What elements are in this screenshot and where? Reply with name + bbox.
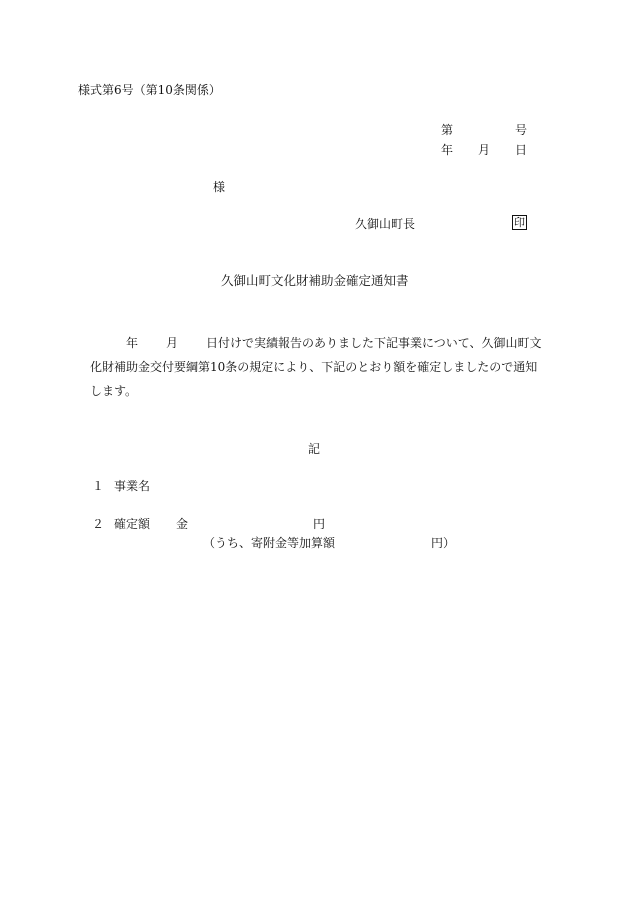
date-year-label: 年 <box>441 143 454 157</box>
item-1-label: 事業名 <box>114 479 151 493</box>
seal-mark: 印 <box>514 216 525 229</box>
donation-subtotal-label: （うち、寄附金等加算額 <box>203 536 336 550</box>
body-month: 月 <box>166 336 179 350</box>
item-2-label: 確定額 <box>114 517 151 531</box>
body-text <box>90 331 560 403</box>
amount-unit: 円 <box>313 517 326 531</box>
amount-prefix: 金 <box>176 517 189 531</box>
body-year: 年 <box>126 336 139 350</box>
ki-heading: 記 <box>308 442 321 456</box>
document-number-prefix: 第 <box>441 123 454 137</box>
body-line-1-rest: 日付けで実績報告のありました下記事業について、久御山町文 <box>206 336 542 350</box>
sender-name: 久御山町長 <box>355 217 416 231</box>
body-line-1 <box>90 331 560 355</box>
document-number-suffix: 号 <box>515 123 528 137</box>
addressee-suffix: 様 <box>213 180 226 194</box>
item-2-number: ２ <box>92 517 105 531</box>
date-day-label: 日 <box>515 143 528 157</box>
body-line-3: します。 <box>90 384 138 398</box>
form-number: 様式第6号（第10条関係） <box>78 83 221 97</box>
date-month-label: 月 <box>478 143 491 157</box>
body-line-2: 化財補助金交付要綱第10条の規定により、下記のとおり額を確定しましたので通知 <box>90 360 538 374</box>
item-1-number: １ <box>92 479 105 493</box>
document-title: 久御山町文化財補助金確定通知書 <box>221 273 409 288</box>
donation-subtotal-unit: 円） <box>431 536 456 550</box>
